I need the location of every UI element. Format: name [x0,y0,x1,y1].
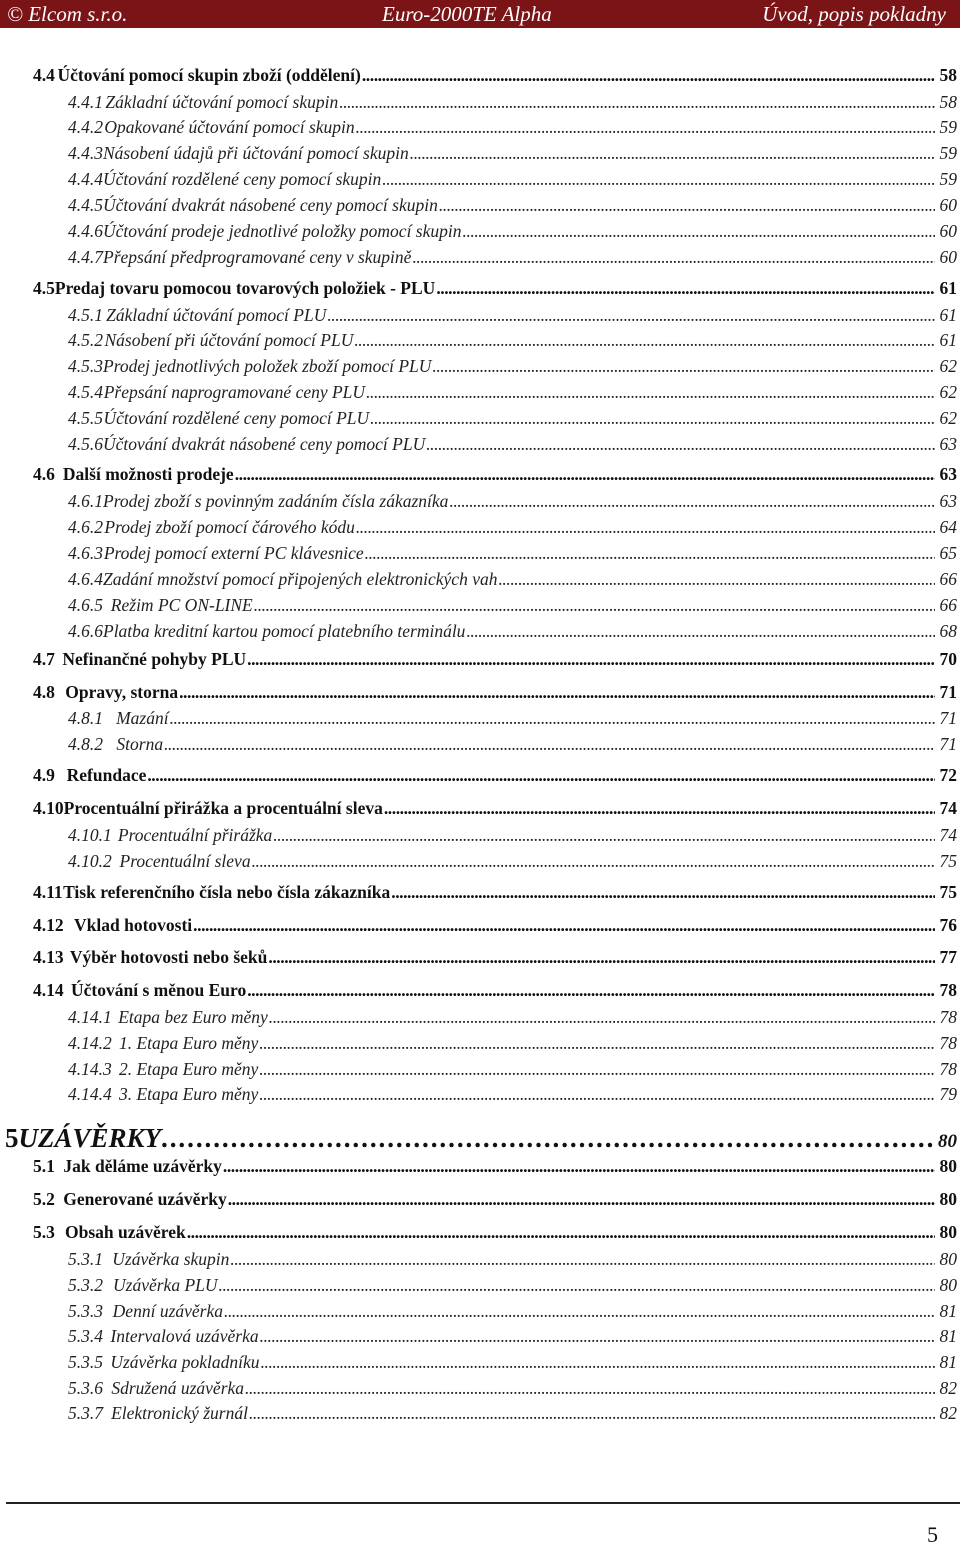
toc-entry-4-5-6[interactable] [68,433,957,455]
toc-entry-page: 80 [938,1131,957,1152]
toc-entry-4-6-4[interactable] [68,568,957,590]
toc-dot-leader [230,1248,935,1270]
toc-dot-leader [187,1221,935,1243]
toc-entry-number: 4.14 [33,980,64,1000]
toc-entry-4-6-5[interactable] [68,594,957,616]
toc-dot-leader [252,850,935,872]
toc-entry-4-5-5[interactable] [68,407,957,429]
toc-dot-leader [432,355,935,377]
toc-dot-leader [370,407,935,429]
toc-entry-title: Procentuální přirážka [117,825,273,845]
toc-entry-number: 4.4.1 [68,92,103,112]
toc-entry-page: 63 [939,491,957,511]
toc-entry-title: Platba kreditní kartou pomocí platebního terminálu [103,621,466,641]
toc-entry-number: 4.8.1 [68,708,103,728]
toc-entry-4-4-2[interactable] [68,116,957,138]
toc-entry-page: 77 [939,947,957,967]
toc-entry-title: Účtování pomocí skupin zboží (oddělení) [57,65,361,85]
toc-entry-number: 4.5.1 [68,305,103,325]
toc-entry-title: Denní uzávěrka [112,1301,223,1321]
toc-entry-number: 4.14.1 [68,1007,112,1027]
toc-entry-page: 66 [939,569,957,589]
toc-entry-title: Elektronický žurnál [111,1403,248,1423]
toc-entry-number: 4.4.3 [68,143,103,163]
toc-dot-leader [327,304,935,326]
toc-entry-title: Účtování prodeje jednotlivé položky pomocí skupin [103,221,462,241]
toc-entry-number: 4.7 [33,649,55,669]
toc-entry-page: 61 [939,278,957,298]
toc-entry-title: Nefinančné pohyby PLU [62,649,247,669]
toc-entry-4-14-4[interactable] [68,1083,957,1105]
toc-entry-page: 59 [939,143,957,163]
toc-dot-leader [269,1006,935,1028]
toc-entry-page: 80 [939,1156,957,1176]
toc-entry-title: Storna [116,734,164,754]
toc-entry-number: 5.3.6 [68,1378,103,1398]
toc-entry-page: 66 [939,595,957,615]
toc-entry-page: 61 [939,330,957,350]
toc-entry-page: 82 [939,1378,957,1398]
toc-entry-5[interactable] [5,1121,957,1159]
toc-dot-leader [147,764,935,786]
toc-entry-number: 4.6.3 [68,543,103,563]
toc-entry-number: 5 [5,1123,19,1153]
toc-entry-page: 60 [939,195,957,215]
toc-entry-title: Vklad hotovosti [74,915,193,935]
toc-entry-5-3-3[interactable] [68,1300,957,1322]
toc-entry-number: 5.2 [33,1189,55,1209]
toc-entry-4-8-2[interactable] [68,733,957,755]
toc-entry-number: 4.4.5 [68,195,103,215]
toc-entry-title: Přepsání předprogramované ceny v skupině [103,247,412,267]
toc-entry-5-2[interactable] [33,1188,957,1210]
toc-entry-title: Účtování dvakrát násobené ceny pomocí PLU [103,434,426,454]
toc-entry-page: 75 [939,851,957,871]
toc-entry-number: 4.14.4 [68,1084,112,1104]
toc-entry-page: 79 [939,1084,957,1104]
toc-entry-4-10-2[interactable] [68,850,957,872]
page-number: 5 [927,1522,938,1547]
toc-entry-4-6[interactable] [33,463,957,485]
toc-entry-page: 59 [939,117,957,137]
toc-entry-number: 4.6 [33,464,55,484]
toc-entry-title: Procentuální sleva [119,851,251,871]
toc-entry-page: 81 [939,1326,957,1346]
toc-entry-4-5-2[interactable] [68,329,957,351]
toc-entry-page: 75 [939,882,957,902]
toc-entry-4-14-3[interactable] [68,1058,957,1080]
toc-entry-number: 4.5.4 [68,382,103,402]
toc-dot-leader [259,1032,935,1054]
toc-entry-title: Obsah uzávěrek [64,1222,186,1242]
toc-dot-leader [259,1058,935,1080]
toc-entry-4-13[interactable] [33,946,957,968]
toc-entry-number: 5.3 [33,1222,55,1242]
toc-entry-title: 3. Etapa Euro měny [118,1084,259,1104]
toc-dot-leader [366,381,935,403]
toc-entry-number: 5.3.4 [68,1326,103,1346]
toc-dot-leader [339,91,935,113]
toc-entry-number: 4.8 [33,682,55,702]
toc-dot-leader [261,1351,935,1373]
toc-entry-page: 71 [939,682,957,702]
toc-entry-page: 58 [939,92,957,112]
toc-entry-title: Intervalová uzávěrka [110,1326,259,1346]
toc-entry-5-3-4[interactable] [68,1325,957,1347]
toc-entry-4-11[interactable] [33,881,957,903]
toc-entry-4-5[interactable] [33,277,957,299]
toc-entry-number: 4.5.5 [68,408,103,428]
toc-entry-title: Jak děláme uzávěrky [63,1156,222,1176]
toc-dot-leader [193,914,935,936]
toc-entry-4-14-1[interactable] [68,1006,957,1028]
toc-entry-title: Predaj tovaru pomocou tovarových položiek - PLU [54,278,436,298]
toc-entry-number: 5.3.1 [68,1249,103,1269]
toc-dot-leader [164,733,935,755]
toc-entry-title: Účtování dvakrát násobené ceny pomocí skupin [103,195,438,215]
toc-entry-number: 4.4.7 [68,247,103,267]
toc-entry-title: Základní účtování pomocí PLU [106,305,327,325]
toc-entry-page: 61 [939,305,957,325]
toc-entry-page: 78 [939,1033,957,1053]
toc-entry-title: Opakované účtování pomocí skupin [104,117,355,137]
toc-entry-page: 71 [939,734,957,754]
toc-entry-page: 74 [939,798,957,818]
toc-entry-title: Opravy, storna [65,682,179,702]
toc-entry-number: 4.6.4 [68,569,103,589]
toc-entry-4-4-4[interactable] [68,168,957,190]
toc-entry-title: Uzávěrka pokladníku [110,1352,260,1372]
toc-entry-4-10-1[interactable] [68,824,957,846]
toc-entry-4-5-3[interactable] [68,355,957,377]
toc-entry-title: Mazání [116,708,169,728]
toc-entry-page: 63 [939,464,957,484]
toc-entry-title: Prodej zboží pomocí čárového kódu [104,517,355,537]
toc-entry-page: 63 [939,434,957,454]
toc-entry-number: 4.4.4 [68,169,103,189]
toc-entry-number: 5.1 [33,1156,55,1176]
toc-entry-number: 4.4.2 [68,117,103,137]
toc-entry-4-4-6[interactable] [68,220,957,242]
toc-entry-title: Účtování rozdělené ceny pomocí skupin [103,169,382,189]
toc-entry-page: 80 [939,1249,957,1269]
toc-dot-leader [426,433,935,455]
header-product: Euro-2000TE Alpha [382,2,552,26]
footer-rule [6,1502,960,1504]
toc-entry-page: 78 [939,1007,957,1027]
toc-dot-leader [247,648,935,670]
toc-entry-title: 1. Etapa Euro měny [118,1033,259,1053]
toc-entry-page: 58 [939,65,957,85]
toc-entry-title: Násobení při účtování pomocí PLU [104,330,354,350]
toc-entry-page: 80 [939,1222,957,1242]
toc-dot-leader [356,116,935,138]
toc-dot-leader [382,168,935,190]
toc-entry-page: 62 [939,356,957,376]
toc-dot-leader [223,1155,935,1177]
toc-entry-4-7[interactable] [33,648,957,670]
toc-entry-4-4-3[interactable] [68,142,957,164]
toc-entry-5-3-6[interactable] [68,1377,957,1399]
toc-entry-title: Procentuální přirážka a procentuální sleva [63,798,383,818]
toc-entry-title: Prodej pomocí externí PC klávesnice [103,543,364,563]
toc-entry-page: 62 [939,382,957,402]
toc-dot-leader [249,1402,935,1424]
toc-entry-4-6-3[interactable] [68,542,957,564]
toc-entry-number: 4.10 [33,798,64,818]
toc-entry-4-4-1[interactable] [68,91,957,113]
toc-entry-4-6-2[interactable] [68,516,957,538]
toc-entry-page: 60 [939,247,957,267]
toc-entry-5-3-1[interactable] [68,1248,957,1270]
toc-entry-4-9[interactable] [33,764,957,786]
header-chapter: Úvod, popis pokladny [762,2,946,26]
toc-entry-page: 65 [939,543,957,563]
toc-entry-5-3-2[interactable] [68,1274,957,1296]
toc-entry-title: Sdružená uzávěrka [111,1378,245,1398]
toc-entry-number: 5.3.3 [68,1301,103,1321]
toc-entry-page: 78 [939,980,957,1000]
toc-entry-number: 4.8.2 [68,734,103,754]
toc-entry-4-4[interactable] [33,64,957,86]
toc-entry-page: 60 [939,221,957,241]
toc-entry-number: 4.9 [33,765,55,785]
toc-entry-number: 4.5.2 [68,330,103,350]
toc-dot-leader [436,277,935,299]
toc-entry-page: 68 [939,621,957,641]
toc-entry-number: 4.5.3 [68,356,103,376]
toc-entry-title: Násobení údajů při účtování pomocí skupin [103,143,409,163]
toc-entry-page: 82 [939,1403,957,1423]
toc-entry-title: Režim PC ON-LINE [110,595,253,615]
toc-entry-4-6-1[interactable] [68,490,957,512]
toc-dot-leader [410,142,935,164]
toc-entry-title: Účtování s měnou Euro [71,980,247,1000]
toc-entry-page: 78 [939,1059,957,1079]
toc-entry-number: 4.6.1 [68,491,103,511]
toc-entry-number: 5.3.2 [68,1275,103,1295]
toc-entry-page: 72 [939,765,957,785]
toc-entry-title: Refundace [66,765,147,785]
toc-entry-number: 4.4.6 [68,221,103,241]
toc-dot-leader [449,490,935,512]
toc-entry-title: UZÁVĚRKY [18,1123,162,1153]
toc-entry-5-3[interactable] [33,1221,957,1243]
toc-entry-title: Generované uzávěrky [63,1189,227,1209]
toc-entry-4-5-1[interactable] [68,304,957,326]
toc-dot-leader [162,1121,935,1155]
toc-entry-number: 4.12 [33,915,64,935]
toc-entry-number: 4.4 [33,65,55,85]
toc-dot-leader [235,463,935,485]
toc-entry-number: 5.3.5 [68,1352,103,1372]
toc-entry-number: 4.10.1 [68,825,112,845]
toc-entry-page: 80 [939,1275,957,1295]
toc-entry-5-3-5[interactable] [68,1351,957,1373]
toc-entry-4-5-4[interactable] [68,381,957,403]
toc-dot-leader [268,946,935,968]
toc-entry-4-14[interactable] [33,979,957,1001]
toc-dot-leader [354,329,935,351]
toc-entry-title: Zadání množství pomocí připojených elektronických vah [103,569,498,589]
toc-entry-4-8-1[interactable] [68,707,957,729]
toc-entry-number: 4.6.2 [68,517,103,537]
toc-entry-4-4-7[interactable] [68,246,957,268]
toc-entry-number: 4.14.2 [68,1033,112,1053]
toc-entry-4-14-2[interactable] [68,1032,957,1054]
toc-dot-leader [228,1188,935,1210]
toc-dot-leader [247,979,935,1001]
toc-dot-leader [498,568,935,590]
toc-entry-5-3-7[interactable] [68,1402,957,1424]
toc-entry-4-4-5[interactable] [68,194,957,216]
toc-entry-4-6-6[interactable] [68,620,957,642]
toc-dot-leader [384,797,935,819]
toc-entry-title: Přepsání naprogramované ceny PLU [103,382,366,402]
toc-dot-leader [439,194,935,216]
toc-entry-title: Tisk referenčního čísla nebo čísla zákazníka [63,882,391,902]
toc-entry-4-10[interactable] [33,797,957,819]
toc-entry-number: 4.10.2 [68,851,112,871]
toc-entry-title: Prodej jednotlivých položek zboží pomocí PLU [103,356,432,376]
toc-entry-number: 4.13 [33,947,64,967]
toc-dot-leader [260,1325,935,1347]
toc-entry-number: 4.5.6 [68,434,103,454]
toc-dot-leader [179,681,935,703]
toc-entry-4-12[interactable] [33,914,957,936]
toc-entry-title: Další možnosti prodeje [62,464,234,484]
toc-entry-number: 4.14.3 [68,1059,112,1079]
toc-entry-page: 81 [939,1352,957,1372]
toc-entry-page: 59 [939,169,957,189]
toc-dot-leader [273,824,935,846]
toc-entry-title: Prodej zboží s povinným zadáním čísla zákazníka [103,491,449,511]
toc-dot-leader [356,516,935,538]
toc-entry-title: Uzávěrka PLU [113,1275,218,1295]
toc-entry-page: 80 [939,1189,957,1209]
toc-entry-page: 74 [939,825,957,845]
toc-entry-page: 62 [939,408,957,428]
toc-dot-leader [259,1083,935,1105]
toc-entry-5-1[interactable] [33,1155,957,1177]
toc-entry-page: 70 [939,649,957,669]
toc-entry-page: 64 [939,517,957,537]
toc-entry-title: Účtování rozdělené ceny pomocí PLU [103,408,370,428]
toc-dot-leader [245,1377,935,1399]
toc-entry-page: 71 [939,708,957,728]
toc-dot-leader [224,1300,935,1322]
toc-entry-title: Základní účtování pomocí skupin [105,92,339,112]
toc-dot-leader [362,64,935,86]
header-company: © Elcom s.r.o. [7,2,128,26]
toc-dot-leader [466,620,935,642]
toc-dot-leader [412,246,935,268]
toc-dot-leader [391,881,935,903]
toc-entry-number: 4.11 [33,882,63,902]
toc-entry-4-8[interactable] [33,681,957,703]
toc-entry-number: 4.5 [33,278,55,298]
toc-entry-page: 81 [939,1301,957,1321]
toc-dot-leader [463,220,936,242]
toc-entry-title: Etapa bez Euro měny [118,1007,268,1027]
toc-entry-title: Uzávěrka skupin [112,1249,230,1269]
toc-dot-leader [219,1274,935,1296]
toc-entry-number: 5.3.7 [68,1403,103,1423]
toc-entry-number: 4.6.6 [68,621,103,641]
toc-entry-title: 2. Etapa Euro měny [118,1059,259,1079]
toc-dot-leader [365,542,935,564]
toc-entry-title: Výběr hotovosti nebo šeků [69,947,268,967]
toc-entry-number: 4.6.5 [68,595,103,615]
toc-entry-page: 76 [939,915,957,935]
toc-dot-leader [254,594,935,616]
toc-dot-leader [170,707,935,729]
